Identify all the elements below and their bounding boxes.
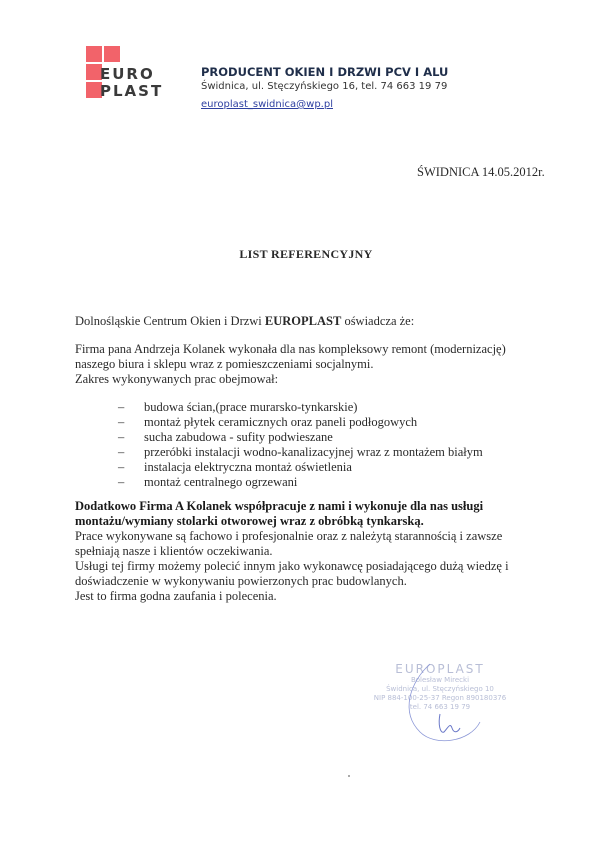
dash-bullet-icon: – — [118, 430, 125, 444]
list-item — [118, 415, 483, 430]
signature — [360, 662, 520, 752]
logo-text-line2: PLAST — [100, 82, 164, 100]
list-item — [118, 400, 483, 415]
paragraph-line: Zakres wykonywanych prac obejmował: — [75, 372, 279, 386]
dash-bullet-icon: – — [118, 400, 125, 414]
paragraph-line: Jest to firma godna zaufania i polecenia. — [75, 589, 277, 603]
list-item-text: montaż centralnego ogrzewani — [144, 475, 298, 489]
paragraph-description — [75, 342, 506, 387]
scope-list — [118, 400, 483, 490]
list-item — [118, 460, 483, 475]
list-item-text: budowa ścian,(prace murarsko-tynkarskie) — [144, 400, 358, 414]
intro-text: Dolnośląskie Centrum Okien i Drzwi — [75, 314, 265, 328]
logo-text-line1: EURO — [100, 65, 155, 83]
paragraph-line: naszego biura i sklepu wraz z pomieszczeniami socjalnymi. — [75, 357, 374, 371]
paragraph-line: spełniają nasze i klientów oczekiwania. — [75, 544, 273, 558]
dash-bullet-icon: – — [118, 445, 125, 459]
list-item — [118, 430, 483, 445]
dash-bullet-icon: – — [118, 460, 125, 474]
paragraph-line: Prace wykonywane są fachowo i profesjonalnie oraz z należytą starannością i zawsze — [75, 529, 503, 543]
list-item-text: sucha zabudowa - sufity podwieszane — [144, 430, 333, 444]
paragraph-line: Dodatkowo Firma A Kolanek współpracuje z nami i wykonuje dla nas usługi — [75, 499, 484, 513]
stamp-line: tel. 74 663 19 79 — [409, 703, 471, 711]
stamp-line: NIP 884-100-25-37 Regon 890180376 — [373, 694, 507, 702]
europlast-logo — [86, 46, 178, 102]
company-email-link[interactable]: europlast_swidnica@wp.pl — [201, 99, 333, 110]
list-item-text: instalacja elektryczna montaż oświetlenia — [144, 460, 352, 474]
list-item — [118, 475, 483, 490]
paragraph-recommendation — [75, 529, 509, 604]
date-line: ŚWIDNICA 14.05.2012r. — [417, 165, 545, 179]
stamp-line: Świdnica, ul. Stęczyńskiego 10 — [386, 685, 494, 693]
paragraph-line: Usługi tej firmy możemy polecić innym jako wykonawcę posiadającego dużą wiedzę i — [75, 559, 509, 573]
intro-company-name: EUROPLAST — [264, 314, 342, 328]
document-title: LIST REFERENCYJNY — [239, 247, 373, 261]
intro-text-end: oświadcza że: — [341, 314, 415, 328]
list-item-text: przeróbki instalacji wodno-kanalizacyjnej wraz z montażem białym — [144, 445, 483, 459]
company-title: PRODUCENT OKIEN I DRZWI PCV I ALU — [201, 65, 449, 79]
dash-bullet-icon: – — [118, 475, 125, 489]
list-item-text: montaż płytek ceramicznych oraz paneli podłogowych — [144, 415, 418, 429]
company-address: Świdnica, ul. Stęczyńskiego 16, tel. 74 663 19 79 — [201, 81, 448, 92]
letterhead-info — [201, 65, 448, 111]
stamp-brand: EUROPLAST — [395, 662, 485, 676]
bold-paragraph — [75, 499, 483, 529]
intro-line — [75, 314, 414, 329]
stamp-line: Bolesław Mirecki — [410, 676, 470, 684]
paragraph-line: doświadczenie w wykonywaniu powierzonych prac budowlanych. — [75, 574, 407, 588]
dash-bullet-icon: – — [118, 415, 125, 429]
company-stamp — [360, 662, 520, 752]
list-item — [118, 445, 483, 460]
paragraph-line: montażu/wymiany stolarki otworowej wraz z obróbką tynkarską. — [75, 514, 424, 528]
scan-speck — [348, 775, 350, 777]
paragraph-line: Firma pana Andrzeja Kolanek wykonała dla nas kompleksowy remont (modernizację) — [75, 342, 506, 356]
